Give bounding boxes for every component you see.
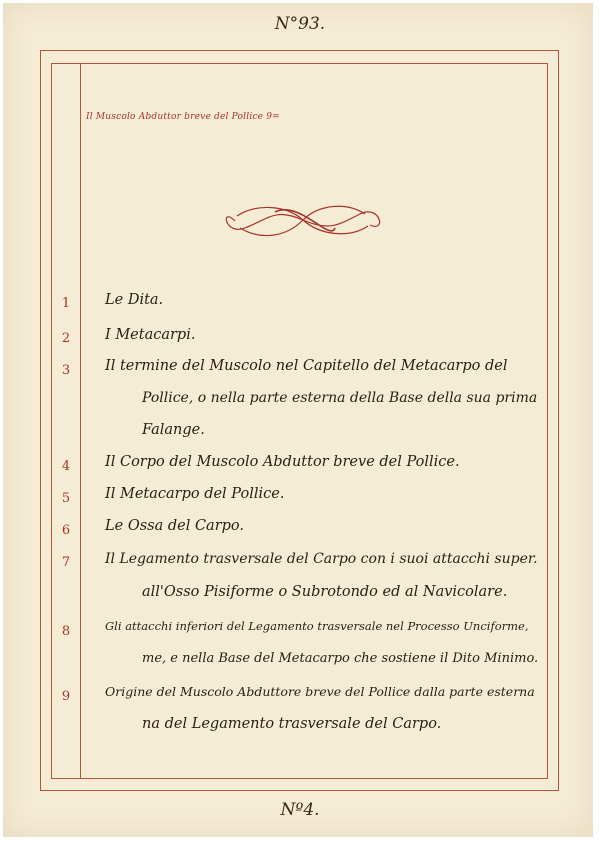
entry-line: Falange. [142,422,205,438]
entry-number: 2 [61,331,71,346]
entry-line: Il termine del Muscolo nel Capitello del Metacarpo del [105,358,508,374]
entry-line: Il Metacarpo del Pollice. [105,486,285,502]
entry-line: Pollice, o nella parte esterna della Base della sua prima [142,390,538,406]
inner-border [51,63,548,779]
entry-line: na del Legamento trasversale del Carpo. [142,716,442,732]
page-title: Il Muscolo Abduttor breve del Pollice 9= [86,112,280,122]
page-number-bottom: Nº4. [280,800,320,820]
entry-line: Origine del Muscolo Abduttore breve del Pollice dalla parte esterna [105,684,535,699]
decorative-flourish [215,198,390,244]
entry-number: 4 [61,459,71,474]
entry-line: Il Corpo del Muscolo Abduttor breve del Pollice. [105,454,460,470]
entry-line: Il Legamento trasversale del Carpo con i suoi attacchi super. [105,551,538,567]
entry-line: me, e nella Base del Metacarpo che sostiene il Dito Minimo. [142,651,539,666]
entry-number: 9 [61,689,71,704]
entry-line: Le Ossa del Carpo. [105,518,244,534]
entry-number: 3 [61,363,71,378]
entry-line: Gli attacchi inferiori del Legamento trasversale nel Processo Unciforme, [105,619,529,633]
entry-line: Le Dita. [105,292,164,308]
entry-number: 5 [61,491,71,506]
page-number-top: N°93. [274,14,326,34]
entry-number: 6 [61,523,71,538]
entry-number: 8 [61,624,71,639]
margin-rule [80,63,81,779]
entry-line: I Metacarpi. [105,327,196,343]
entry-number: 1 [61,296,71,311]
entry-number: 7 [61,555,71,570]
entry-line: all'Osso Pisiforme o Subrotondo ed al Navicolare. [142,584,508,600]
